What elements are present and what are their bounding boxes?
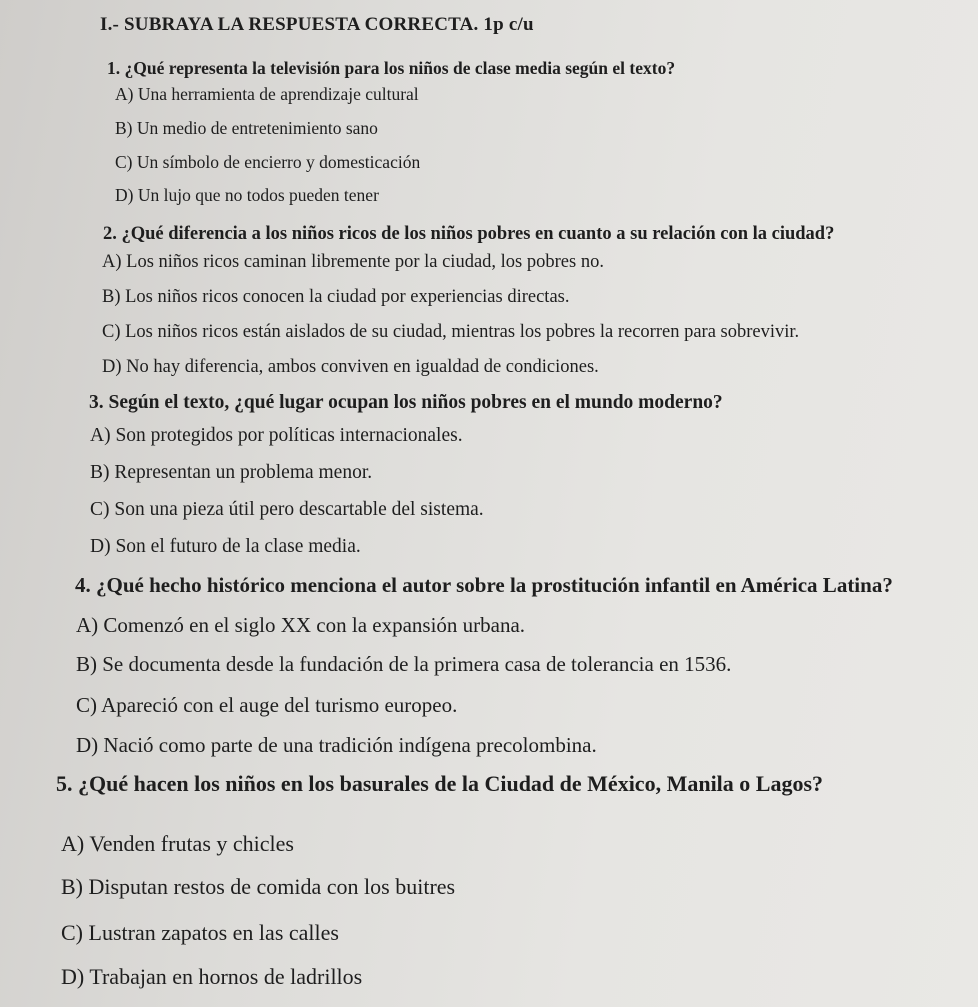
question-3-option-c: C) Son una pieza útil pero descartable del sistema. bbox=[90, 499, 484, 520]
question-4-option-c: C) Apareció con el auge del turismo europeo. bbox=[76, 693, 458, 717]
question-1-option-c: C) Un símbolo de encierro y domesticación bbox=[115, 152, 421, 172]
question-4-option-b: B) Se documenta desde la fundación de la primera casa de tolerancia en 1536. bbox=[76, 652, 732, 676]
question-5-text: 5. ¿Qué hacen los niños en los basurales de la Ciudad de México, Manila o Lagos? bbox=[56, 771, 824, 796]
question-4-option-a: A) Comenzó en el siglo XX con la expansión urbana. bbox=[76, 613, 526, 637]
question-5-option-a: A) Venden frutas y chicles bbox=[61, 831, 294, 856]
question-3-option-b: B) Representan un problema menor. bbox=[90, 462, 373, 483]
question-2-option-b: B) Los niños ricos conocen la ciudad por experiencias directas. bbox=[102, 287, 570, 307]
question-4-option-d: D) Nació como parte de una tradición indígena precolombina. bbox=[76, 733, 597, 757]
question-1-text: 1. ¿Qué representa la televisión para los niños de clase media según el texto? bbox=[107, 58, 676, 78]
question-2-option-d: D) No hay diferencia, ambos conviven en igualdad de condiciones. bbox=[102, 357, 599, 377]
question-3-option-a: A) Son protegidos por políticas internacionales. bbox=[90, 425, 463, 446]
question-5-option-b: B) Disputan restos de comida con los buitres bbox=[61, 874, 456, 899]
question-3-text: 3. Según el texto, ¿qué lugar ocupan los niños pobres en el mundo moderno? bbox=[89, 392, 723, 413]
question-2-text: 2. ¿Qué diferencia a los niños ricos de los niños pobres en cuanto a su relación con la ciudad? bbox=[103, 224, 835, 244]
question-2-option-c: C) Los niños ricos están aislados de su ciudad, mientras los pobres la recorren para sobrevivir. bbox=[102, 322, 800, 342]
question-5-option-c: C) Lustran zapatos en las calles bbox=[61, 920, 339, 945]
question-3-option-d: D) Son el futuro de la clase media. bbox=[90, 536, 361, 557]
question-2-option-a: A) Los niños ricos caminan libremente por la ciudad, los pobres no. bbox=[102, 252, 604, 272]
question-1-option-b: B) Un medio de entretenimiento sano bbox=[115, 118, 378, 138]
question-4-text: 4. ¿Qué hecho histórico menciona el autor sobre la prostitución infantil en América Latina? bbox=[75, 573, 893, 597]
worksheet-heading: I.- SUBRAYA LA RESPUESTA CORRECTA. 1p c/u bbox=[100, 14, 534, 35]
question-1-option-a: A) Una herramienta de aprendizaje cultural bbox=[115, 84, 419, 104]
question-5-option-d: D) Trabajan en hornos de ladrillos bbox=[61, 964, 363, 989]
question-1-option-d: D) Un lujo que no todos pueden tener bbox=[115, 185, 379, 205]
